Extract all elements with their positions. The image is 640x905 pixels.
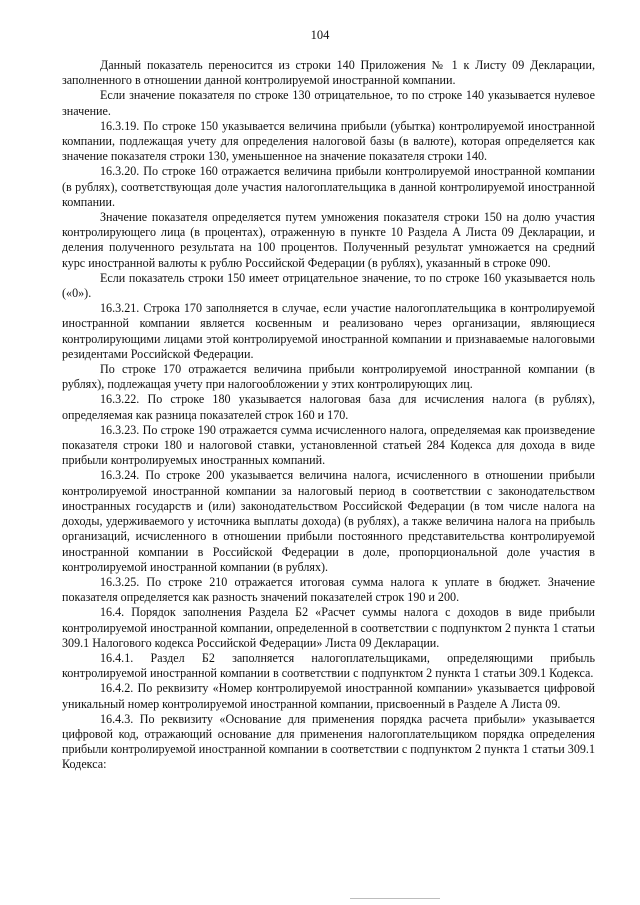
paragraph: 16.3.23. По строке 190 отражается сумма исчисленного налога, определяемая как произведение показателя строки 180 и налоговой ставки, установленной статьей 284 Кодекса для дохода в виде прибыли контролируемых иностранных компаний. <box>62 422 595 468</box>
paragraph: 16.3.24. По строке 200 указывается величина налога, исчисленного в отношении прибыли контролируемой иностранной компании за налоговый период в соответствии с законодательством иностранных государств и (или) законодательством Российской Федерации (в том числе налога на доходы, удерживаемого у источника выплаты дохода) (в рублях), а также величина налога на прибыль организаций, исчисленного в отношении прибыли постоянного представительства контролируемой иностранной компании в Российской Федерации в доле, пропорциональной доле участия в контролируемой иностранной компании (в рублях). <box>62 468 595 574</box>
paragraph: 16.3.21. Строка 170 заполняется в случае, если участие налогоплательщика в контролируемой иностранной компании является косвенным и реализовано через организации, являющиеся контролирующими лицами этой контролируемой иностранной компании и признаваемые налоговыми резидентами Российской Федерации. <box>62 301 595 361</box>
paragraph: 16.3.25. По строке 210 отражается итоговая сумма налога к уплате в бюджет. Значение показателя определяется как разность значений показателей строк 190 и 200. <box>62 574 595 605</box>
paragraph: 16.3.20. По строке 160 отражается величина прибыли контролируемой иностранной компании (в рублях), соответствующая доле участия налогоплательщика в данной контролируемой иностранной компании. <box>62 164 595 209</box>
paragraph: По строке 170 отражается величина прибыли контролируемой иностранной компании (в рублях), подлежащая учету при налогообложении у этих контролирующих лиц. <box>62 362 595 392</box>
paragraph: 16.4.3. По реквизиту «Основание для применения порядка расчета прибыли» указывается цифровой код, отражающий основание для применения налогоплательщиком порядка определения прибыли контролируемой иностранной компании в соответствии с подпунктом 2 пункта 1 статьи 309.1 Кодекса: <box>62 711 595 772</box>
paragraph: 16.4.1. Раздел Б2 заполняется налогоплательщиками, определяющими прибыль контролируемой иностранной компании в соответствии с подпунктом 2 пункта 1 статьи 309.1 Кодекса. <box>62 650 595 681</box>
paragraph: Если показатель строки 150 имеет отрицательное значение, то по строке 160 указывается ноль («0»). <box>62 270 595 301</box>
scan-artifact-line <box>350 898 440 899</box>
paragraph: 16.3.19. По строке 150 указывается величина прибыли (убытка) контролируемой иностранной компании, подлежащая учету для определения налоговой базы (в валюте), которая определяется как значение показателя строки 130, уменьшенное на значение показателя строки 140. <box>62 118 595 164</box>
paragraph: 16.4.2. По реквизиту «Номер контролируемой иностранной компании» указывается цифровой уникальный номер контролируемой иностранной компании, присвоенный в Разделе А Листа 09. <box>62 681 595 711</box>
document-body <box>62 58 595 773</box>
paragraph: Если значение показателя по строке 130 отрицательное, то по строке 140 указывается нулевое значение. <box>62 88 595 118</box>
page-number: 104 <box>310 28 330 42</box>
paragraph: Значение показателя определяется путем умножения показателя строки 150 на долю участия контролирующего лица (в процентах), отраженную в пункте 10 Раздела А Листа 09 Декларации, и деления полученного результата на 100 процентов. Полученный результат умножается на средний курс иностранной валюты к рублю Российской Федерации (в рублях), указанный в строке 090. <box>62 210 595 270</box>
paragraph: 16.3.22. По строке 180 указывается налоговая база для исчисления налога (в рублях), определяемая как разница показателей строк 160 и 170. <box>62 392 595 422</box>
paragraph: 16.4. Порядок заполнения Раздела Б2 «Расчет суммы налога с доходов в виде прибыли контролируемой иностранной компании, определенной в соответствии с подпунктом 2 пункта 1 статьи 309.1 Налогового кодекса Российской Федерации» Листа 09 Декларации. <box>62 605 595 650</box>
paragraph: Данный показатель переносится из строки 140 Приложения № 1 к Листу 09 Декларации, заполненного в отношении данной контролируемой иностранной компании. <box>62 58 595 88</box>
